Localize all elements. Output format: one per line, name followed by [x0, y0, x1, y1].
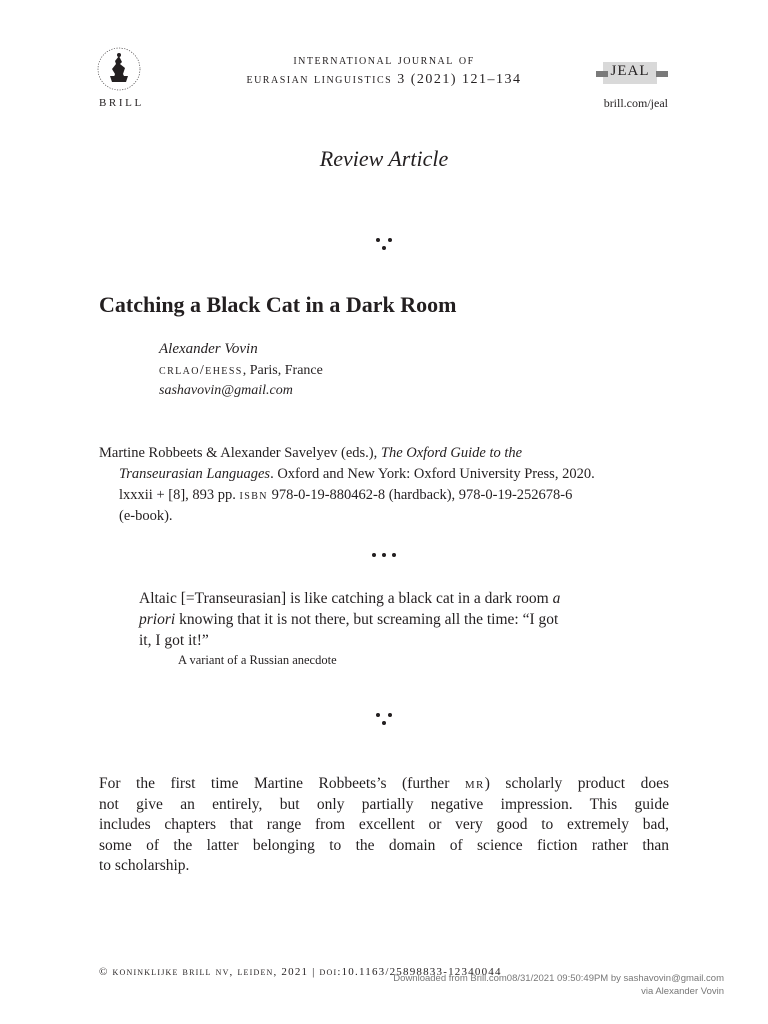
citation-ebook: (e-book).: [119, 508, 173, 524]
journal-name-line-1: international journal of: [293, 53, 475, 68]
download-watermark: [393, 972, 724, 998]
body-line2: not give an entirely, but only partially negative impression. This guide: [99, 795, 669, 813]
citation-isbn-label: isbn: [239, 487, 268, 503]
author-name: Alexander Vovin: [159, 341, 258, 357]
affiliation-location: , Paris, France: [242, 363, 323, 378]
ornament-dots-bottom: [372, 711, 396, 727]
brill-seal-logo: [96, 46, 142, 92]
affiliation-institution: crlao/ehess: [159, 363, 243, 378]
body-abbrev-mr: mr: [464, 775, 485, 792]
article-title: Catching a Black Cat in a Dark Room: [99, 292, 457, 317]
publisher-name: BRILL: [99, 97, 144, 109]
badge-label: JEAL: [610, 63, 650, 79]
download-watermark-line1: Downloaded from Brill.com08/31/2021 09:50:49PM by sashavovin@gmail.com: [393, 973, 724, 984]
body-line4: some of the latter belonging to the domain of science fiction rather than: [99, 836, 669, 854]
epigraph-source: A variant of a Russian anecdote: [178, 653, 337, 667]
epigraph-line3: it, I got it!”: [139, 632, 209, 649]
ornament-ellipsis: [370, 553, 398, 559]
download-watermark-line2: via Alexander Vovin: [641, 986, 724, 997]
citation-pages: lxxxii + [8], 893 pp.: [119, 487, 240, 503]
journal-volume-line: eurasian linguistics 3 (2021) 121–134: [246, 72, 522, 87]
epigraph-italic-priori: priori: [139, 611, 176, 628]
body-line5: to scholarship.: [99, 857, 190, 875]
body-line1-end: ) scholarly product does: [484, 775, 669, 792]
author-affiliation: [159, 363, 323, 379]
epigraph-quote: [139, 588, 639, 651]
epigraph-italic-a: a: [552, 590, 561, 607]
citation-book-title-part2: Transeurasian Languages: [119, 466, 271, 482]
journal-url-link[interactable]: brill.com/jeal: [603, 96, 668, 110]
citation-editors: Martine Robbeets & Alexander Savelyev (eds.),: [99, 445, 381, 461]
journal-badge: [596, 62, 668, 84]
section-label: Review Article: [319, 146, 449, 171]
ornament-dots-top: [372, 236, 396, 252]
badge-bar-right: [656, 71, 668, 77]
citation-book-title-part1: The Oxford Guide to the: [380, 445, 523, 461]
epigraph-line2: knowing that it is not there, but screaming all the time: “I got: [175, 611, 559, 628]
body-line3: includes chapters that range from excellent or very good to extremely bad,: [99, 816, 669, 834]
citation-isbn: 978-0-19-880462-8 (hardback), 978-0-19-252678-6: [267, 487, 573, 503]
book-citation: [99, 443, 659, 527]
author-email-link[interactable]: sashavovin@gmail.com: [159, 383, 293, 398]
citation-publisher: . Oxford and New York: Oxford University Press, 2020.: [270, 466, 595, 482]
copyright-footer: © koninklijke brill nv, leiden, 2021 | doi:10.1163/25898833-12340044: [99, 966, 502, 978]
body-line1-start: For the first time Martine Robbeets’s (further: [99, 775, 465, 792]
epigraph-line1: Altaic [=Transeurasian] is like catching a black cat in a dark room: [139, 590, 553, 607]
body-paragraph: [99, 774, 669, 877]
